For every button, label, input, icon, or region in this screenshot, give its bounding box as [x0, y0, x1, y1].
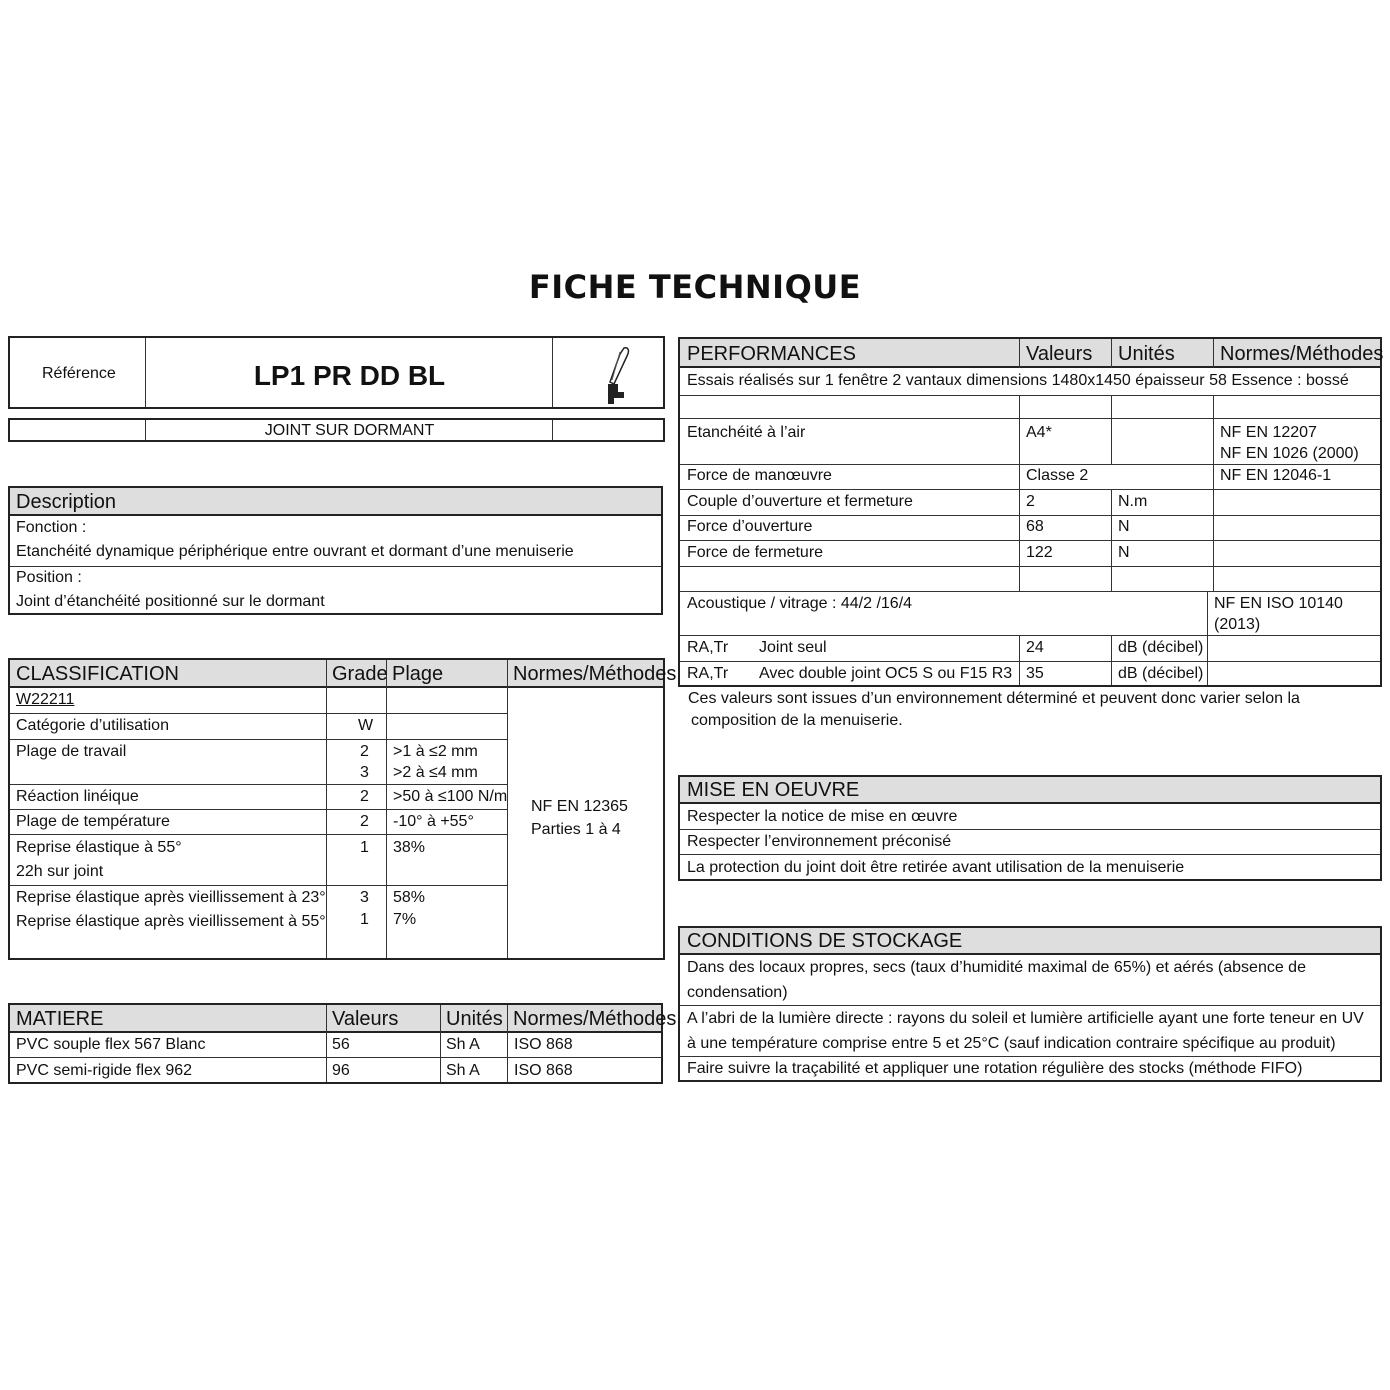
ra-symbol: RA,Tr — [687, 665, 729, 682]
perf-row-value: A4* — [1026, 424, 1052, 441]
class-row-grade: 2 — [360, 813, 369, 830]
unites-header: Unités — [1118, 343, 1175, 365]
ra-value: 35 — [1026, 665, 1044, 682]
ra-label: Joint seul — [759, 639, 827, 656]
perf-row-label: Force d’ouverture — [687, 518, 813, 535]
matiere-value: 96 — [332, 1062, 350, 1079]
classification-table — [8, 658, 677, 960]
valeurs-header: Valeurs — [1026, 343, 1093, 365]
classification-norme: Parties 1 à 4 — [531, 821, 621, 838]
ra-label: Avec double joint OC5 S ou F15 R3 — [759, 665, 1013, 682]
matiere-table — [8, 1003, 677, 1084]
class-row-plage: >1 à ≤2 mm — [393, 743, 478, 760]
mise-en-oeuvre-table — [678, 775, 1382, 881]
perf-row-value: 2 — [1026, 493, 1035, 510]
unites-header: Unités — [446, 1008, 503, 1030]
stockage-line: à une température comprise entre 5 et 25°C (sauf indication contraire spécifique au produit) — [687, 1035, 1336, 1052]
stockage-line: condensation) — [687, 984, 788, 1001]
essais-text: Essais réalisés sur 1 fenêtre 2 vantaux dimensions 1480x1450 épaisseur 58 Essence : bossé — [687, 372, 1349, 389]
class-row-label: Plage de température — [16, 813, 170, 830]
performances-note: composition de la menuiserie. — [691, 712, 903, 729]
class-row-label: Plage de travail — [16, 743, 127, 760]
perf-row-label: Force de manœuvre — [687, 467, 832, 484]
reference-subtitle: JOINT SUR DORMANT — [264, 422, 435, 439]
perf-row-norme: NF EN 12046-1 — [1220, 467, 1332, 484]
performances-header: PERFORMANCES — [687, 343, 856, 365]
description-header: Description — [16, 491, 117, 513]
position-label: Position : — [16, 569, 82, 586]
acoustique-text: Acoustique / vitrage : 44/2 /16/4 — [687, 595, 913, 612]
matiere-unit: Sh A — [446, 1036, 480, 1053]
ra-unit: dB (décibel) — [1118, 639, 1204, 656]
mise-en-oeuvre-item: La protection du joint doit être retirée avant utilisation de la menuiserie — [687, 859, 1185, 876]
class-row-grade: 2 — [360, 743, 369, 760]
perf-row-unit: N — [1118, 518, 1130, 535]
perf-row-label: Couple d’ouverture et fermeture — [687, 493, 913, 510]
perf-row-label: Etanchéité à l’air — [687, 424, 806, 441]
class-row-plage: 7% — [393, 911, 417, 928]
fonction-text: Etanchéité dynamique périphérique entre ouvrant et dormant d’une menuiserie — [16, 543, 574, 560]
page-title: FICHE TECHNIQUE — [528, 268, 862, 306]
stockage-table — [678, 926, 1382, 1082]
class-row-label: Reprise élastique après vieillissement à 23° — [16, 889, 326, 906]
performances-table — [678, 337, 1382, 687]
matiere-name: PVC souple flex 567 Blanc — [16, 1036, 206, 1053]
valeurs-header: Valeurs — [332, 1008, 399, 1030]
reference-box — [8, 336, 665, 409]
normes-header: Normes/Méthodes — [513, 1008, 677, 1030]
perf-row-value: 68 — [1026, 518, 1044, 535]
class-row-label: Reprise élastique à 55° — [16, 839, 182, 856]
mise-en-oeuvre-item: Respecter l’environnement préconisé — [687, 833, 952, 850]
perf-row-unit: N — [1118, 544, 1130, 561]
normes-header: Normes/Méthodes — [513, 663, 677, 685]
class-row-plage: -10° à +55° — [393, 813, 474, 830]
acoustique-norme: (2013) — [1214, 616, 1261, 633]
plage-header: Plage — [392, 663, 444, 685]
class-row-plage: 58% — [393, 889, 426, 906]
reference-subtitle-box — [8, 418, 665, 442]
ra-value: 24 — [1026, 639, 1044, 656]
perf-row-norme: NF EN 1026 (2000) — [1220, 445, 1359, 462]
class-row-grade: 3 — [360, 889, 369, 906]
class-row-label: Réaction linéique — [16, 788, 139, 805]
acoustique-norme: NF EN ISO 10140 — [1214, 595, 1343, 612]
grade-header: Grade — [332, 663, 388, 685]
perf-row-label: Force de fermeture — [687, 544, 824, 561]
class-row-plage: >50 à ≤100 N/m — [393, 788, 508, 805]
matiere-norme: ISO 868 — [514, 1062, 573, 1079]
matiere-unit: Sh A — [446, 1062, 480, 1079]
stockage-line: A l’abri de la lumière directe : rayons du soleil et lumière artificielle ayant une forte teneur en UV — [687, 1010, 1364, 1027]
class-row-plage: >2 à ≤4 mm — [393, 764, 478, 781]
ra-symbol: RA,Tr — [687, 639, 729, 656]
class-row-grade: 2 — [360, 788, 369, 805]
perf-row-unit: N.m — [1118, 493, 1148, 510]
performances-note: Ces valeurs sont issues d’un environnement déterminé et peuvent donc varier selon la — [688, 690, 1300, 707]
mise-en-oeuvre-item: Respecter la notice de mise en œuvre — [687, 808, 958, 825]
matiere-header: MATIERE — [16, 1008, 104, 1030]
perf-row-value: 122 — [1026, 544, 1053, 561]
ra-unit: dB (décibel) — [1118, 665, 1204, 682]
classification-norme: NF EN 12365 — [531, 798, 628, 815]
class-row-label: Reprise élastique après vieillissement à 55° — [16, 913, 326, 930]
stockage-header: CONDITIONS DE STOCKAGE — [687, 930, 963, 952]
perf-row-norme: NF EN 12207 — [1220, 424, 1317, 441]
description-table — [8, 486, 663, 615]
class-row-grade: 1 — [360, 911, 369, 928]
reference-code: LP1 PR DD BL — [253, 360, 446, 391]
classification-header: CLASSIFICATION — [16, 663, 179, 685]
class-row-label: Catégorie d’utilisation — [16, 717, 169, 734]
mise-en-oeuvre-header: MISE EN OEUVRE — [687, 779, 860, 801]
matiere-value: 56 — [332, 1036, 350, 1053]
matiere-name: PVC semi-rigide flex 962 — [16, 1062, 193, 1079]
stockage-line: Dans des locaux propres, secs (taux d’humidité maximal de 65%) et aérés (absence de — [687, 959, 1306, 976]
class-row-grade: 3 — [360, 764, 369, 781]
stockage-line: Faire suivre la traçabilité et appliquer une rotation régulière des stocks (méthode FIFO) — [687, 1060, 1303, 1077]
class-row-plage: 38% — [393, 839, 426, 856]
seal-profile-icon — [590, 344, 640, 406]
reference-label: Référence — [42, 365, 116, 382]
class-row-grade: W — [358, 717, 374, 734]
position-text: Joint d’étanchéité positionné sur le dormant — [16, 593, 325, 610]
class-row-grade: 1 — [360, 839, 369, 856]
class-row-label: 22h sur joint — [16, 863, 104, 880]
fonction-label: Fonction : — [16, 519, 87, 536]
matiere-norme: ISO 868 — [514, 1036, 573, 1053]
perf-row-value: Classe 2 — [1026, 467, 1089, 484]
classification-code: W22211 — [16, 691, 75, 708]
normes-header: Normes/Méthodes — [1220, 343, 1384, 365]
